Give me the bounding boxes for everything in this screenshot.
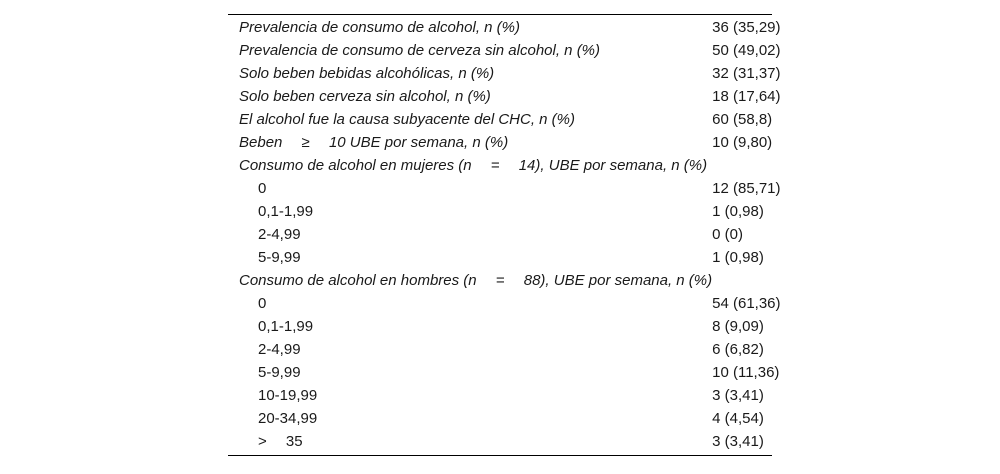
row-label: 2-4,99	[258, 226, 301, 243]
table-row	[228, 223, 781, 246]
table-row	[228, 108, 781, 131]
table-row	[228, 85, 781, 108]
row-value: 10 (9,80)	[712, 134, 773, 151]
row-value: 50 (49,02)	[712, 42, 781, 59]
row-label: Beben ≥ 10 UBE por semana, n (%)	[239, 134, 509, 151]
row-value: 60 (58,8)	[712, 111, 773, 128]
row-label: Prevalencia de consumo de cerveza sin alcohol, n (%)	[239, 42, 601, 59]
row-value: 6 (6,82)	[712, 341, 764, 358]
row-value: 1 (0,98)	[712, 249, 764, 266]
row-label: 5-9,99	[258, 249, 301, 266]
table-row	[228, 16, 781, 39]
row-label: 0	[258, 295, 267, 312]
table-row	[228, 131, 781, 154]
row-label: Solo beben bebidas alcohólicas, n (%)	[239, 65, 495, 82]
row-value: 3 (3,41)	[712, 387, 764, 404]
data-table	[228, 16, 781, 453]
row-value: 3 (3,41)	[712, 433, 764, 450]
table-body	[228, 16, 781, 453]
row-value	[712, 269, 780, 292]
row-value: 18 (17,64)	[712, 88, 781, 105]
row-value: 0 (0)	[712, 226, 743, 243]
table-row	[228, 62, 781, 85]
row-value: 10 (11,36)	[712, 364, 780, 381]
row-label: > 35	[258, 433, 303, 450]
row-value: 12 (85,71)	[712, 180, 781, 197]
row-label: Solo beben cerveza sin alcohol, n (%)	[239, 88, 491, 105]
row-label: 0	[258, 180, 267, 197]
row-label: Consumo de alcohol en mujeres (n = 14), UBE por semana, n (%)	[239, 157, 708, 174]
row-value: 32 (31,37)	[712, 65, 781, 82]
table-row	[228, 154, 781, 177]
table-bottom-rule	[228, 455, 772, 456]
row-value	[712, 154, 780, 177]
row-label: 2-4,99	[258, 341, 301, 358]
table-top-rule	[228, 14, 772, 15]
row-label: 0,1-1,99	[258, 318, 314, 335]
row-label: 20-34,99	[258, 410, 318, 427]
table-row	[228, 407, 781, 430]
table-row	[228, 384, 781, 407]
table-row	[228, 246, 781, 269]
row-value: 36 (35,29)	[712, 19, 781, 36]
row-label: Consumo de alcohol en hombres (n = 88), UBE por semana, n (%)	[239, 272, 713, 289]
table-row	[228, 39, 781, 62]
table-row	[228, 361, 781, 384]
table-row	[228, 269, 781, 292]
row-label: 5-9,99	[258, 364, 301, 381]
table-row	[228, 177, 781, 200]
table-row	[228, 315, 781, 338]
row-label: 10-19,99	[258, 387, 318, 404]
row-label: Prevalencia de consumo de alcohol, n (%)	[239, 19, 520, 36]
table-row	[228, 430, 781, 453]
alcohol-consumption-table	[228, 14, 781, 456]
table-row	[228, 200, 781, 223]
table-row	[228, 338, 781, 361]
row-label: 0,1-1,99	[258, 203, 314, 220]
row-value: 8 (9,09)	[712, 318, 764, 335]
table-row	[228, 292, 781, 315]
row-label: El alcohol fue la causa subyacente del CHC, n (%)	[239, 111, 576, 128]
row-value: 54 (61,36)	[712, 295, 781, 312]
row-value: 4 (4,54)	[712, 410, 764, 427]
row-value: 1 (0,98)	[712, 203, 764, 220]
